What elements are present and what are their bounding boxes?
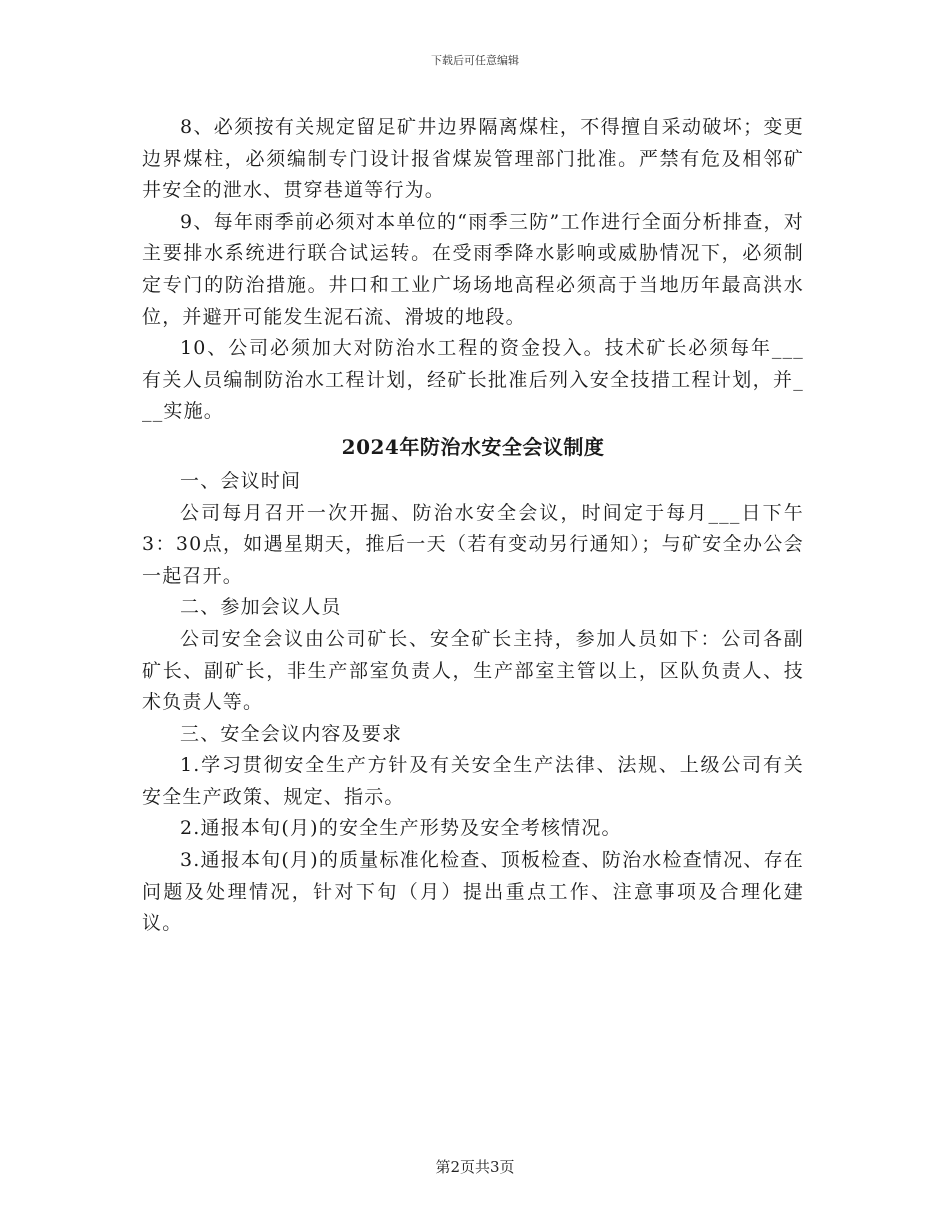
list-item-1: 1.学习贯彻安全生产方针及有关安全生产法律、法规、上级公司有关安全生产政策、规定、指示。 [142, 754, 804, 808]
heading-content-requirements: 三、安全会议内容及要求 [180, 722, 403, 745]
paragraph-item-9: 9、每年雨季前必须对本单位的“雨季三防”工作进行全面分析排查，对主要排水系统进行联合试运转。在受雨季降水影响或威胁情况下，必须制定专门的防治措施。井口和工业广场场地高程必须高于当地历年最高洪水位，并避开可能发生泥石流、滑坡的地段。 [142, 210, 804, 328]
paragraph-attendees: 公司安全会议由公司矿长、安全矿长主持，参加人员如下：公司各副矿长、副矿长，非生产部室负责人，生产部室主管以上，区队负责人、技术负责人等。 [142, 627, 804, 714]
section-title: 2024年防治水安全会议制度 [341, 434, 605, 459]
heading-meeting-time: 一、会议时间 [180, 469, 302, 492]
list-item-3: 3.通报本旬(月)的质量标准化检查、顶板检查、防治水检查情况、存在问题及处理情况，针对下旬（月）提出重点工作、注意事项及合理化建议。 [142, 849, 804, 935]
paragraph-meeting-time: 公司每月召开一次开掘、防治水安全会议，时间定于每月___日下午3：30点，如遇星期天，推后一天（若有变动另行通知）；与矿安全办公会一起召开。 [142, 501, 804, 587]
paragraph-item-10: 10、公司必须加大对防治水工程的资金投入。技术矿长必须每年___有关人员编制防治水工程计划，经矿长批准后列入安全技措工程计划，并___实施。 [142, 337, 804, 423]
list-item-2: 2.通报本旬(月)的安全生产形势及安全考核情况。 [180, 817, 622, 840]
header-note: 下载后可任意编辑 [431, 54, 519, 67]
page-number: 第2页共3页 [435, 1158, 515, 1176]
document-body [142, 112, 804, 940]
heading-attendees: 二、参加会议人员 [180, 596, 342, 619]
paragraph-item-8: 8、必须按有关规定留足矿井边界隔离煤柱，不得擅自采动破坏；变更边界煤柱，必须编制专门设计报省煤炭管理部门批准。严禁有危及相邻矿井安全的泄水、贯穿巷道等行为。 [142, 116, 804, 202]
